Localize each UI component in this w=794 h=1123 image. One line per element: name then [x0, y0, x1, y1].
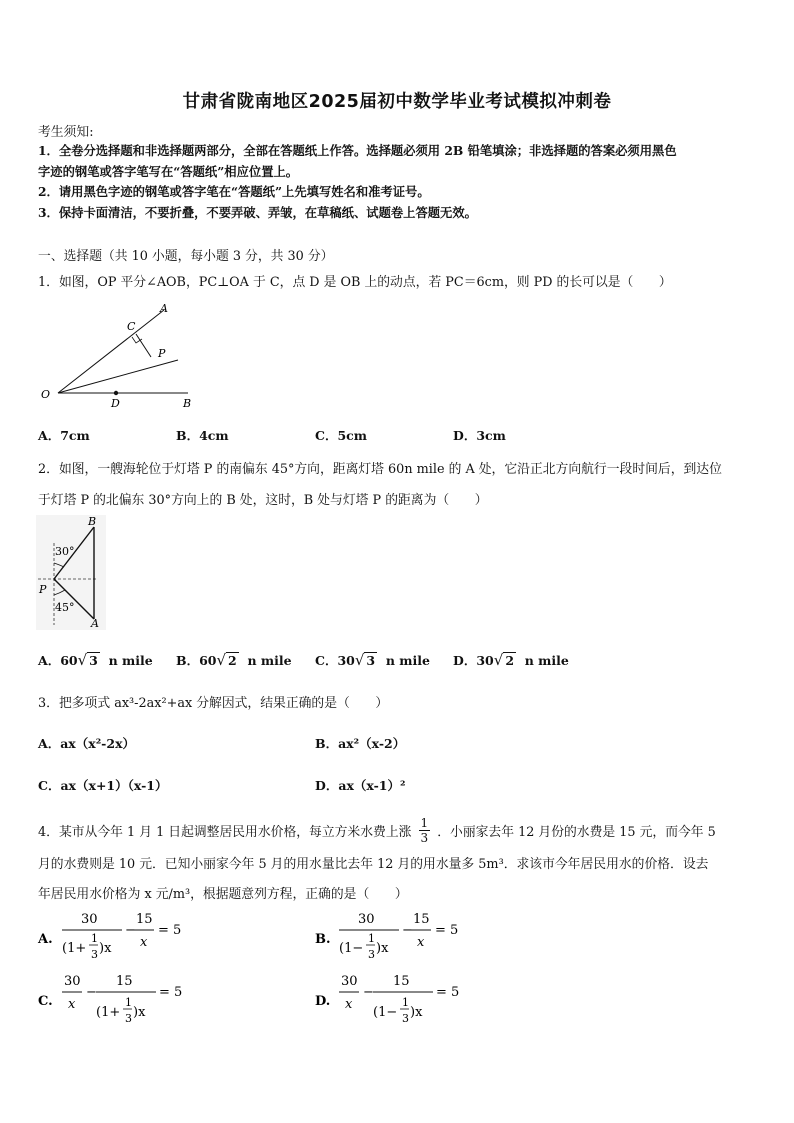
q1-figure: [38, 300, 208, 412]
q1-option-c: C．5cm: [315, 428, 367, 443]
unit: n mile: [385, 653, 430, 668]
q1-option-b: B．4cm: [176, 428, 229, 443]
inner-denominator: 3: [368, 948, 375, 961]
inner-denominator: 3: [91, 948, 98, 961]
minus-sign: −: [86, 985, 97, 1000]
sqrt-sign: √: [354, 651, 365, 669]
numerator-1: 30: [81, 912, 98, 927]
sqrt-sign: √: [77, 651, 88, 669]
radicand: 3: [89, 653, 98, 668]
denominator-2-close: )x: [410, 1005, 423, 1020]
numerator-2: 15: [393, 974, 410, 989]
notice-item: 2．请用黑色字迹的钢笔或答字笔在“答题纸”上先填写姓名和准考证号。: [38, 184, 430, 199]
inner-denominator: 3: [125, 1012, 132, 1025]
label-b: B: [183, 397, 192, 410]
inner-numerator: 1: [91, 932, 98, 945]
denominator: 3: [420, 831, 429, 845]
label-b: B: [88, 515, 97, 528]
denominator-1: x: [345, 997, 353, 1012]
label-p: P: [158, 347, 166, 360]
rhs: = 5: [435, 923, 459, 938]
denominator-1-open: (1+: [62, 941, 87, 956]
question-4-line1: [38, 818, 716, 847]
section-heading: 一、选择题（共 10 小题，每小题 3 分，共 30 分）: [38, 249, 334, 264]
rhs: = 5: [158, 923, 182, 938]
coef: 30: [476, 653, 494, 668]
label-a: A: [91, 617, 99, 630]
inner-numerator: 1: [368, 932, 375, 945]
radicand: 2: [228, 653, 237, 668]
q3-option-c: C．ax（x+1）（x-1）: [38, 778, 168, 793]
coef: 60: [199, 653, 217, 668]
option-letter: D.: [315, 994, 331, 1009]
unit: n mile: [108, 653, 153, 668]
minus-sign: −: [125, 923, 136, 938]
denominator-1-close: )x: [376, 941, 389, 956]
label-o: O: [41, 388, 51, 401]
unit: n mile: [524, 653, 569, 668]
question-3-text: 3．把多项式 ax³-2ax²+ax 分解因式，结果正确的是（ ）: [38, 696, 389, 711]
denominator-1: x: [68, 997, 76, 1012]
rhs: = 5: [159, 985, 183, 1000]
label-angle-45: 45°: [55, 601, 75, 614]
option-letter: B.: [315, 932, 331, 947]
q4-option-c: [36, 968, 226, 1034]
page-title: 甘肃省陇南地区2025届初中数学毕业考试模拟冲刺卷: [182, 92, 612, 112]
option-letter: C．: [315, 653, 338, 668]
q1-option-a: A．7cm: [38, 428, 90, 443]
q3-option-d: D．ax（x-1）²: [315, 778, 406, 793]
q2-option-d: [453, 651, 569, 669]
question-4-line3: 年居民用水价格为 x 元/m³，根据题意列方程，正确的是（ ）: [38, 887, 408, 902]
option-letter: C.: [38, 994, 53, 1009]
radicand: 2: [505, 653, 515, 668]
fraction-one-third: [419, 816, 431, 845]
q4-option-b: [313, 906, 503, 968]
right-angle-mark: [132, 337, 142, 343]
denominator-1-open: (1−: [339, 941, 364, 956]
q3-option-b: B．ax²（x-2）: [315, 736, 406, 751]
question-2-line2: 于灯塔 P 的北偏东 30°方向上的 B 处，这时，B 处与灯塔 P 的距离为（ ）: [38, 493, 488, 508]
radicand: 3: [366, 653, 376, 668]
q4-option-a: [36, 906, 226, 968]
label-angle-30: 30°: [55, 545, 75, 558]
ray-oa: [58, 310, 164, 393]
q1-option-d: D．3cm: [453, 428, 506, 443]
q4-line1-end: ．小丽家去年 12 月份的水费是 15 元，而今年 5: [437, 825, 716, 840]
inner-numerator: 1: [402, 996, 409, 1009]
question-2-line1: 2．如图，一艘海轮位于灯塔 P 的南偏东 45°方向，距离灯塔 60n mile 的 A 处，它沿正北方向航行一段时间后，到达位: [38, 462, 722, 477]
denominator-2-open: (1−: [373, 1005, 398, 1020]
numerator-1: 30: [358, 912, 375, 927]
question-1-text: 1．如图，OP 平分∠AOB，PC⊥OA 于 C，点 D 是 OB 上的动点，若 PC＝6cm，则 PD 的长可以是（ ）: [38, 275, 672, 290]
option-letter: D．: [453, 653, 477, 668]
numerator-1: 30: [341, 974, 358, 989]
unit: n mile: [247, 653, 292, 668]
inner-denominator: 3: [402, 1012, 409, 1025]
numerator-2: 15: [413, 912, 430, 927]
sqrt-sign: √: [493, 651, 504, 669]
denominator-2: x: [417, 935, 425, 950]
q2-option-c: [315, 651, 430, 669]
label-c: C: [127, 320, 136, 333]
segment-pc: [136, 334, 151, 357]
ray-op: [58, 360, 178, 393]
numerator-1: 30: [64, 974, 81, 989]
denominator-2-close: )x: [133, 1005, 146, 1020]
numerator: 1: [420, 816, 429, 830]
option-letter: B．: [176, 653, 200, 668]
q2-figure: [36, 515, 106, 630]
coef: 30: [337, 653, 355, 668]
denominator-2: x: [140, 935, 148, 950]
notice-item: 1．全卷分选择题和非选择题两部分，全部在答题纸上作答。选择题必须用 2B 铅笔填涂；非选择题的答案必须用黑色: [38, 143, 677, 158]
point-d: [114, 391, 118, 395]
q3-option-a: A．ax（x²-2x）: [38, 736, 136, 751]
q4-option-d: [313, 968, 503, 1034]
label-p: P: [39, 583, 47, 596]
q2-option-a: [38, 651, 153, 669]
numerator-2: 15: [116, 974, 133, 989]
q4-line1-start: 4．某市从今年 1 月 1 日起调整居民用水价格，每立方米水费上涨: [38, 825, 412, 840]
notice-item: 字迹的钢笔或答字笔写在“答题纸”相应位置上。: [38, 164, 299, 179]
label-d: D: [111, 397, 120, 410]
notice-item: 3．保持卡面清洁，不要折叠，不要弄破、弄皱，在草稿纸、试题卷上答题无效。: [38, 205, 477, 220]
option-letter: A.: [38, 932, 53, 947]
q2-option-b: [176, 651, 292, 669]
coef: 60: [60, 653, 78, 668]
numerator-2: 15: [136, 912, 153, 927]
notice-heading: 考生须知:: [38, 125, 94, 140]
sqrt-sign: √: [216, 651, 227, 669]
minus-sign: −: [402, 923, 413, 938]
rhs: = 5: [436, 985, 460, 1000]
denominator-1-close: )x: [99, 941, 112, 956]
denominator-2-open: (1+: [96, 1005, 121, 1020]
label-a: A: [160, 302, 168, 315]
option-letter: A．: [38, 653, 61, 668]
inner-numerator: 1: [125, 996, 132, 1009]
minus-sign: −: [363, 985, 374, 1000]
question-4-line2: 月的水费则是 10 元．已知小丽家今年 5 月的用水量比去年 12 月的用水量多 5m³．求该市今年居民用水的价格．设去: [38, 857, 709, 872]
